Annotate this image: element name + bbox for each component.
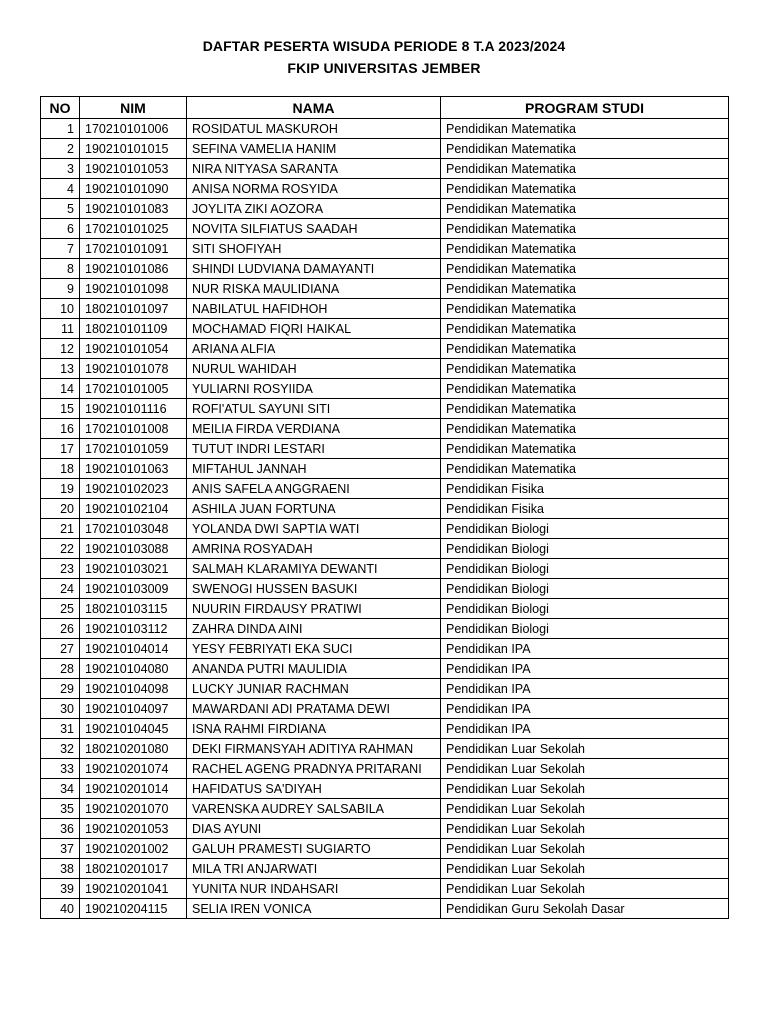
cell-program-studi: Pendidikan Matematika [441, 259, 729, 279]
cell-no: 4 [41, 179, 80, 199]
cell-program-studi: Pendidikan Luar Sekolah [441, 779, 729, 799]
cell-no: 40 [41, 899, 80, 919]
cell-nim: 170210101008 [80, 419, 187, 439]
header-nama: NAMA [187, 97, 441, 119]
cell-no: 12 [41, 339, 80, 359]
cell-nama: YOLANDA DWI SAPTIA WATI [187, 519, 441, 539]
cell-no: 29 [41, 679, 80, 699]
cell-nim: 180210201017 [80, 859, 187, 879]
cell-nama: ISNA RAHMI FIRDIANA [187, 719, 441, 739]
cell-program-studi: Pendidikan Luar Sekolah [441, 739, 729, 759]
cell-no: 9 [41, 279, 80, 299]
cell-nim: 170210101025 [80, 219, 187, 239]
table-row [41, 399, 729, 419]
document-subtitle: FKIP UNIVERSITAS JEMBER [287, 60, 481, 76]
cell-program-studi: Pendidikan IPA [441, 639, 729, 659]
cell-nim: 190210103112 [80, 619, 187, 639]
cell-program-studi: Pendidikan Matematika [441, 119, 729, 139]
cell-nama: GALUH PRAMESTI SUGIARTO [187, 839, 441, 859]
table-row [41, 279, 729, 299]
cell-program-studi: Pendidikan Guru Sekolah Dasar [441, 899, 729, 919]
cell-program-studi: Pendidikan Luar Sekolah [441, 819, 729, 839]
cell-nim: 190210201053 [80, 819, 187, 839]
cell-no: 27 [41, 639, 80, 659]
cell-nim: 190210201041 [80, 879, 187, 899]
cell-program-studi: Pendidikan Matematika [441, 399, 729, 419]
cell-no: 5 [41, 199, 80, 219]
cell-nama: MILA TRI ANJARWATI [187, 859, 441, 879]
cell-nim: 190210101083 [80, 199, 187, 219]
cell-no: 30 [41, 699, 80, 719]
cell-nama: ROSIDATUL MASKUROH [187, 119, 441, 139]
cell-nama: HAFIDATUS SA'DIYAH [187, 779, 441, 799]
cell-no: 31 [41, 719, 80, 739]
cell-nama: ROFI'ATUL SAYUNI SITI [187, 399, 441, 419]
cell-nim: 190210101053 [80, 159, 187, 179]
cell-program-studi: Pendidikan IPA [441, 659, 729, 679]
cell-nama: ZAHRA DINDA AINI [187, 619, 441, 639]
cell-program-studi: Pendidikan Luar Sekolah [441, 799, 729, 819]
cell-nama: ARIANA ALFIA [187, 339, 441, 359]
cell-nim: 190210103021 [80, 559, 187, 579]
cell-nim: 190210201002 [80, 839, 187, 859]
cell-program-studi: Pendidikan IPA [441, 679, 729, 699]
cell-nim: 190210204115 [80, 899, 187, 919]
table-row [41, 359, 729, 379]
cell-program-studi: Pendidikan Luar Sekolah [441, 859, 729, 879]
cell-no: 16 [41, 419, 80, 439]
table-row [41, 319, 729, 339]
table-row [41, 819, 729, 839]
cell-program-studi: Pendidikan Biologi [441, 519, 729, 539]
cell-no: 33 [41, 759, 80, 779]
cell-nim: 190210104014 [80, 639, 187, 659]
cell-no: 15 [41, 399, 80, 419]
cell-no: 3 [41, 159, 80, 179]
cell-no: 32 [41, 739, 80, 759]
cell-no: 25 [41, 599, 80, 619]
cell-nama: VARENSKA AUDREY SALSABILA [187, 799, 441, 819]
cell-program-studi: Pendidikan Matematika [441, 319, 729, 339]
cell-nama: SELIA IREN VONICA [187, 899, 441, 919]
cell-program-studi: Pendidikan Biologi [441, 539, 729, 559]
cell-nim: 180210201080 [80, 739, 187, 759]
cell-nama: JOYLITA ZIKI AOZORA [187, 199, 441, 219]
cell-no: 38 [41, 859, 80, 879]
table-row [41, 719, 729, 739]
cell-program-studi: Pendidikan Fisika [441, 479, 729, 499]
cell-nama: MAWARDANI ADI PRATAMA DEWI [187, 699, 441, 719]
cell-no: 17 [41, 439, 80, 459]
cell-nim: 170210101006 [80, 119, 187, 139]
cell-program-studi: Pendidikan Matematika [441, 279, 729, 299]
table-row [41, 739, 729, 759]
table-row [41, 179, 729, 199]
cell-nim: 190210104098 [80, 679, 187, 699]
table-row [41, 499, 729, 519]
cell-nim: 180210103115 [80, 599, 187, 619]
table-row [41, 859, 729, 879]
cell-no: 26 [41, 619, 80, 639]
table-row [41, 199, 729, 219]
cell-program-studi: Pendidikan Matematika [441, 459, 729, 479]
cell-nama: NURUL WAHIDAH [187, 359, 441, 379]
table-row [41, 639, 729, 659]
table-row [41, 799, 729, 819]
cell-no: 39 [41, 879, 80, 899]
cell-nim: 190210102104 [80, 499, 187, 519]
cell-nim: 190210101090 [80, 179, 187, 199]
cell-nim: 190210201014 [80, 779, 187, 799]
cell-nama: ASHILA JUAN FORTUNA [187, 499, 441, 519]
cell-nama: YESY FEBRIYATI EKA SUCI [187, 639, 441, 659]
table-header-row [41, 97, 729, 119]
cell-nama: ANIS SAFELA ANGGRAENI [187, 479, 441, 499]
cell-nim: 190210201070 [80, 799, 187, 819]
cell-program-studi: Pendidikan Matematika [441, 159, 729, 179]
cell-nim: 170210101005 [80, 379, 187, 399]
cell-nim: 170210103048 [80, 519, 187, 539]
cell-no: 34 [41, 779, 80, 799]
cell-program-studi: Pendidikan Matematika [441, 379, 729, 399]
graduates-table [40, 96, 729, 919]
table-row [41, 459, 729, 479]
cell-no: 22 [41, 539, 80, 559]
table-row [41, 579, 729, 599]
cell-nama: ANANDA PUTRI MAULIDIA [187, 659, 441, 679]
cell-program-studi: Pendidikan Matematika [441, 199, 729, 219]
cell-no: 20 [41, 499, 80, 519]
cell-nama: LUCKY JUNIAR RACHMAN [187, 679, 441, 699]
cell-nama: SALMAH KLARAMIYA DEWANTI [187, 559, 441, 579]
cell-no: 13 [41, 359, 80, 379]
cell-nim: 180210101097 [80, 299, 187, 319]
cell-no: 18 [41, 459, 80, 479]
cell-no: 2 [41, 139, 80, 159]
cell-program-studi: Pendidikan Matematika [441, 239, 729, 259]
cell-nama: NOVITA SILFIATUS SAADAH [187, 219, 441, 239]
cell-nama: DEKI FIRMANSYAH ADITIYA RAHMAN [187, 739, 441, 759]
table-row [41, 159, 729, 179]
cell-nama: NUR RISKA MAULIDIANA [187, 279, 441, 299]
cell-nim: 180210101109 [80, 319, 187, 339]
cell-nim: 190210101086 [80, 259, 187, 279]
cell-program-studi: Pendidikan Matematika [441, 299, 729, 319]
cell-nim: 190210104045 [80, 719, 187, 739]
cell-no: 21 [41, 519, 80, 539]
cell-no: 24 [41, 579, 80, 599]
cell-nim: 190210101063 [80, 459, 187, 479]
cell-nim: 190210101015 [80, 139, 187, 159]
cell-program-studi: Pendidikan Luar Sekolah [441, 879, 729, 899]
cell-nim: 190210104080 [80, 659, 187, 679]
cell-nim: 190210201074 [80, 759, 187, 779]
cell-program-studi: Pendidikan Matematika [441, 179, 729, 199]
table-row [41, 879, 729, 899]
cell-program-studi: Pendidikan Matematika [441, 139, 729, 159]
cell-no: 1 [41, 119, 80, 139]
cell-nama: NIRA NITYASA SARANTA [187, 159, 441, 179]
cell-no: 14 [41, 379, 80, 399]
table-row [41, 619, 729, 639]
cell-program-studi: Pendidikan Matematika [441, 359, 729, 379]
cell-nim: 190210103088 [80, 539, 187, 559]
table-row [41, 119, 729, 139]
cell-program-studi: Pendidikan Fisika [441, 499, 729, 519]
cell-nama: YULIARNI ROSYIIDA [187, 379, 441, 399]
cell-program-studi: Pendidikan Luar Sekolah [441, 839, 729, 859]
cell-nim: 190210101116 [80, 399, 187, 419]
cell-program-studi: Pendidikan IPA [441, 699, 729, 719]
table-row [41, 419, 729, 439]
cell-no: 11 [41, 319, 80, 339]
table-row [41, 299, 729, 319]
cell-program-studi: Pendidikan Matematika [441, 219, 729, 239]
cell-nama: SITI SHOFIYAH [187, 239, 441, 259]
cell-program-studi: Pendidikan IPA [441, 719, 729, 739]
table-row [41, 559, 729, 579]
cell-nim: 190210103009 [80, 579, 187, 599]
table-row [41, 479, 729, 499]
cell-nim: 190210101098 [80, 279, 187, 299]
cell-program-studi: Pendidikan Matematika [441, 339, 729, 359]
table-row [41, 899, 729, 919]
table-body [41, 119, 729, 919]
table-row [41, 519, 729, 539]
cell-program-studi: Pendidikan Biologi [441, 559, 729, 579]
cell-nama: MOCHAMAD FIQRI HAIKAL [187, 319, 441, 339]
cell-no: 35 [41, 799, 80, 819]
cell-nama: AMRINA ROSYADAH [187, 539, 441, 559]
table-row [41, 599, 729, 619]
cell-no: 36 [41, 819, 80, 839]
cell-nama: MIFTAHUL JANNAH [187, 459, 441, 479]
table-row [41, 219, 729, 239]
cell-nim: 170210101091 [80, 239, 187, 259]
cell-program-studi: Pendidikan Luar Sekolah [441, 759, 729, 779]
cell-program-studi: Pendidikan Biologi [441, 599, 729, 619]
cell-program-studi: Pendidikan Matematika [441, 439, 729, 459]
table-row [41, 379, 729, 399]
cell-nim: 190210101078 [80, 359, 187, 379]
cell-nama: RACHEL AGENG PRADNYA PRITARANI [187, 759, 441, 779]
cell-no: 23 [41, 559, 80, 579]
table-row [41, 839, 729, 859]
table-row [41, 679, 729, 699]
header-program-studi: PROGRAM STUDI [441, 97, 729, 119]
table-row [41, 239, 729, 259]
table-row [41, 339, 729, 359]
cell-nim: 190210102023 [80, 479, 187, 499]
cell-program-studi: Pendidikan Matematika [441, 419, 729, 439]
table-row [41, 779, 729, 799]
cell-nama: SWENOGI HUSSEN BASUKI [187, 579, 441, 599]
header-nim: NIM [80, 97, 187, 119]
cell-no: 10 [41, 299, 80, 319]
cell-no: 37 [41, 839, 80, 859]
cell-no: 28 [41, 659, 80, 679]
cell-nama: YUNITA NUR INDAHSARI [187, 879, 441, 899]
table-row [41, 139, 729, 159]
cell-nama: NABILATUL HAFIDHOH [187, 299, 441, 319]
cell-nama: MEILIA FIRDA VERDIANA [187, 419, 441, 439]
cell-nama: SHINDI LUDVIANA DAMAYANTI [187, 259, 441, 279]
table-row [41, 659, 729, 679]
cell-program-studi: Pendidikan Biologi [441, 619, 729, 639]
cell-nim: 190210104097 [80, 699, 187, 719]
cell-nama: DIAS AYUNI [187, 819, 441, 839]
header-no: NO [41, 97, 80, 119]
cell-nama: ANISA NORMA ROSYIDA [187, 179, 441, 199]
cell-nim: 170210101059 [80, 439, 187, 459]
cell-program-studi: Pendidikan Biologi [441, 579, 729, 599]
table-row [41, 759, 729, 779]
document-title: DAFTAR PESERTA WISUDA PERIODE 8 T.A 2023/2024 [202, 38, 566, 54]
cell-nim: 190210101054 [80, 339, 187, 359]
cell-no: 7 [41, 239, 80, 259]
table-row [41, 699, 729, 719]
table-row [41, 259, 729, 279]
cell-no: 8 [41, 259, 80, 279]
cell-nama: TUTUT INDRI LESTARI [187, 439, 441, 459]
cell-no: 19 [41, 479, 80, 499]
cell-nama: SEFINA VAMELIA HANIM [187, 139, 441, 159]
cell-no: 6 [41, 219, 80, 239]
table-row [41, 439, 729, 459]
cell-nama: NUURIN FIRDAUSY PRATIWI [187, 599, 441, 619]
table-row [41, 539, 729, 559]
